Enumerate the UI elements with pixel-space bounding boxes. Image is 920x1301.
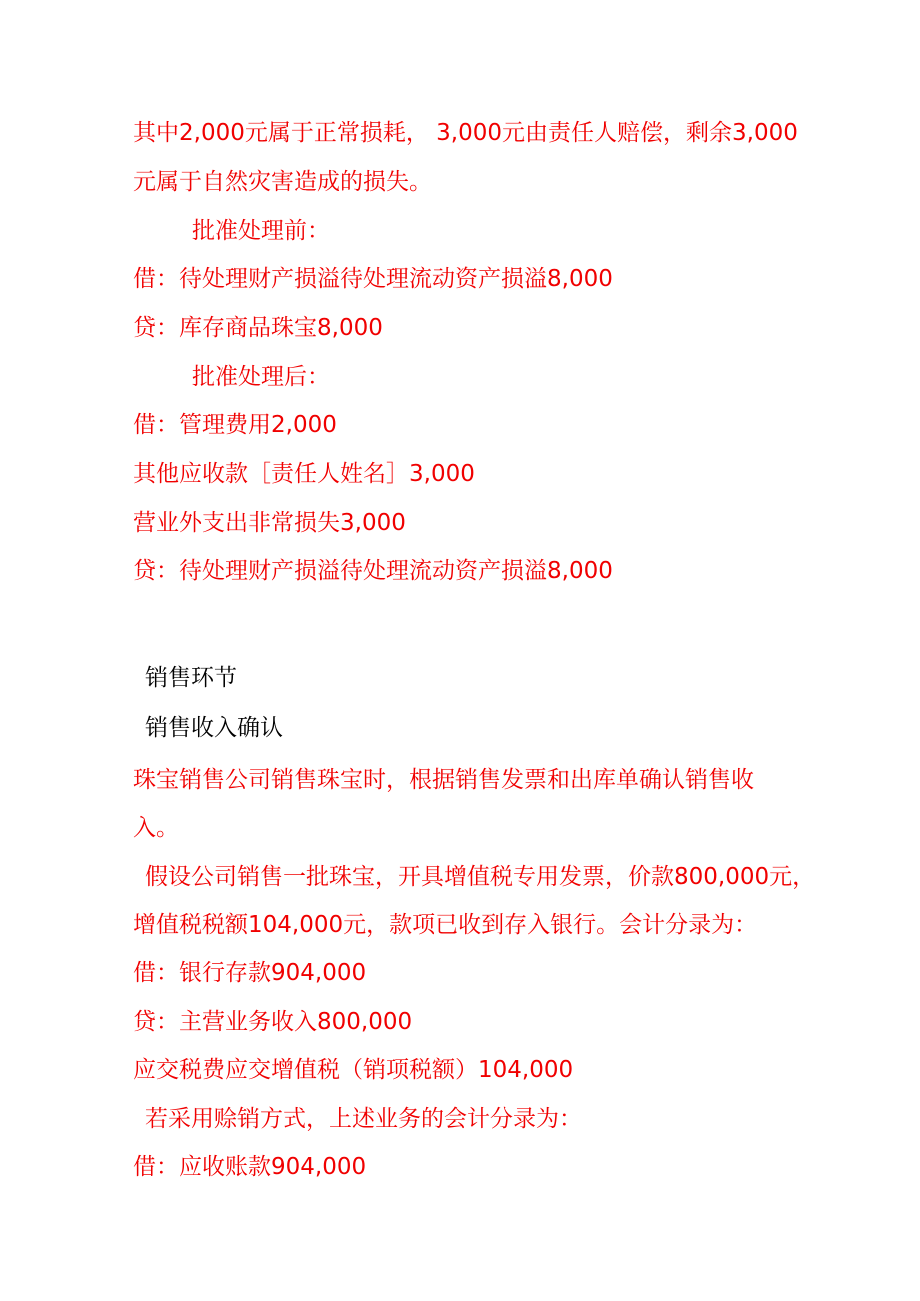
entry-credit-pending-loss: 贷：待处理财产损溢待处理流动资产损溢8,000 — [133, 558, 613, 584]
entry-debit-accounts-receivable: 借：应收账款904,000 — [133, 1154, 367, 1180]
paragraph-sales-example-cont: 增值税税额104,000元，款项已收到存入银行。会计分录为： — [133, 912, 758, 938]
entry-credit-output-vat: 应交税费应交增值税（销项税额）104,000 — [133, 1057, 574, 1083]
paragraph-loss-breakdown-cont: 元属于自然灾害造成的损失。 — [133, 169, 432, 195]
paragraph-credit-sale: 若采用赊销方式，上述业务的会计分录为： — [145, 1106, 582, 1132]
paragraph-loss-breakdown: 其中2,000元属于正常损耗， 3,000元由责任人赔偿，剩余3,000 — [133, 120, 798, 146]
entry-credit-main-revenue: 贷：主营业务收入800,000 — [133, 1009, 413, 1035]
section-heading-sales: 销售环节 — [145, 665, 237, 691]
heading-after-approval: 批准处理后： — [192, 364, 330, 390]
entry-other-receivable: 其他应收款［责任人姓名］3,000 — [133, 461, 475, 487]
paragraph-revenue-recognition: 珠宝销售公司销售珠宝时，根据销售发票和出库单确认销售收 — [133, 767, 754, 793]
entry-non-operating-expense: 营业外支出非常损失3,000 — [133, 510, 406, 536]
entry-debit-bank-deposit: 借：银行存款904,000 — [133, 960, 367, 986]
entry-debit-pending-loss: 借：待处理财产损溢待处理流动资产损溢8,000 — [133, 266, 613, 292]
subheading-revenue-recognition: 销售收入确认 — [145, 715, 283, 741]
entry-credit-inventory: 贷：库存商品珠宝8,000 — [133, 315, 383, 341]
heading-before-approval: 批准处理前： — [192, 218, 330, 244]
entry-debit-admin-expense: 借：管理费用2,000 — [133, 412, 337, 438]
paragraph-sales-example: 假设公司销售一批珠宝，开具增值税专用发票，价款800,000元， — [145, 864, 816, 890]
paragraph-revenue-recognition-cont: 入。 — [133, 815, 179, 841]
